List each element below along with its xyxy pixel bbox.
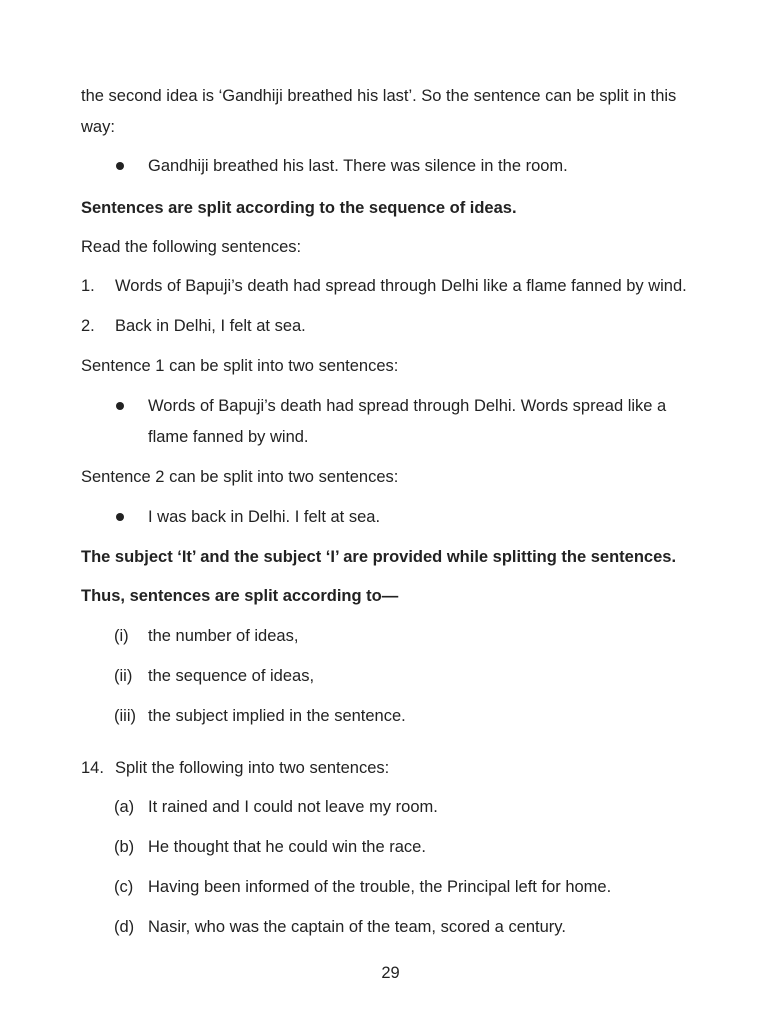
bullet-text: I was back in Delhi. I felt at sea. (148, 508, 381, 526)
paragraph-line: Sentence 1 can be split into two sentences: (81, 357, 399, 375)
paragraph-line: the second idea is ‘Gandhiji breathed his last’. So the sentence can be split in this (81, 87, 677, 105)
list-item-text: Back in Delhi, I felt at sea. (115, 317, 306, 335)
exercise-number: 14. (81, 759, 104, 777)
bullet-icon (116, 513, 124, 521)
paragraph-line: way: (81, 118, 115, 136)
exercise-item-marker: (c) (114, 878, 134, 896)
bullet-text: Gandhiji breathed his last. There was silence in the room. (148, 157, 568, 175)
page-number: 29 (381, 964, 400, 982)
list-number: 1. (81, 277, 95, 295)
section-heading: Thus, sentences are split according to— (81, 587, 399, 605)
bullet-icon (116, 162, 124, 170)
exercise-item-marker: (b) (114, 838, 135, 856)
exercise-item-text: Nasir, who was the captain of the team, scored a century. (148, 918, 566, 936)
bullet-icon (116, 402, 124, 410)
exercise-item-text: It rained and I could not leave my room. (148, 798, 438, 816)
exercise-item-marker: (d) (114, 918, 135, 936)
paragraph-line: Sentence 2 can be split into two sentences: (81, 468, 399, 486)
bullet-text: Words of Bapuji’s death had spread through Delhi. Words spread like a (148, 397, 667, 415)
exercise-instruction: Split the following into two sentences: (115, 759, 390, 777)
criteria-marker: (i) (114, 627, 129, 645)
criteria-marker: (iii) (114, 707, 136, 725)
section-heading: Sentences are split according to the sequence of ideas. (81, 199, 517, 217)
bullet-text: flame fanned by wind. (148, 428, 309, 446)
list-item-text: Words of Bapuji’s death had spread through Delhi like a flame fanned by wind. (115, 277, 687, 295)
criteria-text: the sequence of ideas, (148, 667, 315, 685)
exercise-item-text: He thought that he could win the race. (148, 838, 426, 856)
exercise-item-text: Having been informed of the trouble, the Principal left for home. (148, 878, 612, 896)
paragraph-line: Read the following sentences: (81, 238, 302, 256)
exercise-item-marker: (a) (114, 798, 135, 816)
criteria-text: the subject implied in the sentence. (148, 707, 406, 725)
section-heading: The subject ‘It’ and the subject ‘I’ are provided while splitting the sentences. (81, 548, 677, 566)
criteria-marker: (ii) (114, 667, 133, 685)
criteria-text: the number of ideas, (148, 627, 299, 645)
list-number: 2. (81, 317, 95, 335)
